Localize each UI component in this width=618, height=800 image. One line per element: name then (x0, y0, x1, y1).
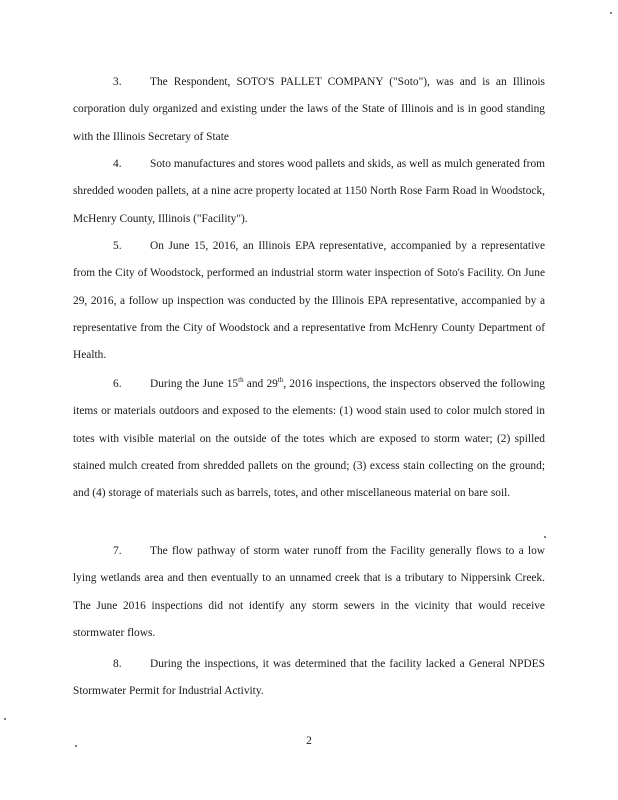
paragraph-3 (73, 69, 545, 151)
scan-speck (4, 718, 6, 720)
scan-speck (544, 536, 546, 538)
paragraph-8 (73, 651, 545, 706)
paragraph-6 (73, 371, 545, 507)
paragraph-number: 7. (113, 545, 122, 557)
page-number: 2 (306, 735, 312, 747)
paragraph-5 (73, 233, 545, 369)
paragraph-text-part: and 29 (243, 378, 278, 390)
scan-speck (75, 745, 77, 747)
paragraph-text: During the inspections, it was determined that the facility lacked a General NPDES Stormwater Permit for Industrial Activity. (73, 658, 545, 698)
paragraph-number: 4. (113, 158, 122, 170)
paragraph-number: 6. (113, 378, 122, 390)
paragraph-text: On June 15, 2016, an Illinois EPA representative, accompanied by a representative from the City of Woodstock, performed an industrial storm water inspection of Soto's Facility. On June 29, 2016, a follow up inspection was conducted by the Illinois EPA representative, accompanied by a representative from the City of Woodstock and a representative from McHenry County Department of Health. (73, 240, 545, 362)
paragraph-7 (73, 538, 545, 647)
ordinal-suffix: th (238, 376, 244, 385)
ordinal-suffix: th (277, 376, 284, 385)
paragraph-text-part: During the June 15 (150, 378, 239, 390)
paragraph-number: 8. (113, 658, 122, 670)
paragraph-text: Soto manufactures and stores wood pallets and skids, as well as mulch generated from shredded wooden pallets, at a nine acre property located at 1150 North Rose Farm Road in Woodstock, McHenry County, Illinois ("Facility"). (73, 158, 545, 225)
paragraph-4 (73, 151, 545, 233)
paragraph-number: 3. (113, 76, 122, 88)
paragraph-text: The flow pathway of storm water runoff from the Facility generally flows to a low lying wetlands area and then eventually to an unnamed creek that is a tributary to Nippersink Creek. The June 2016 inspections did not identify any storm sewers in the vicinity that would receive stormwater flows. (73, 545, 545, 639)
paragraph-text-part: , 2016 inspections, the inspectors observed the following items or materials outdoors and exposed to the elements: (1) wood stain used to color mulch stored in totes with visible material on the outside of the totes which are exposed to storm water; (2) spilled stained mulch created from shredded pallets on the ground; (3) excess stain collecting on the ground; and (4) storage of materials such as barrels, totes, and other miscellaneous material on bare soil. (73, 378, 546, 500)
paragraph-text: The Respondent, SOTO'S PALLET COMPANY ("Soto"), was and is an Illinois corporation duly organized and existing under the laws of the State of Illinois and is in good standing with the Illinois Secretary of State (73, 76, 545, 143)
scan-speck (610, 12, 612, 14)
paragraph-number: 5. (113, 240, 122, 252)
